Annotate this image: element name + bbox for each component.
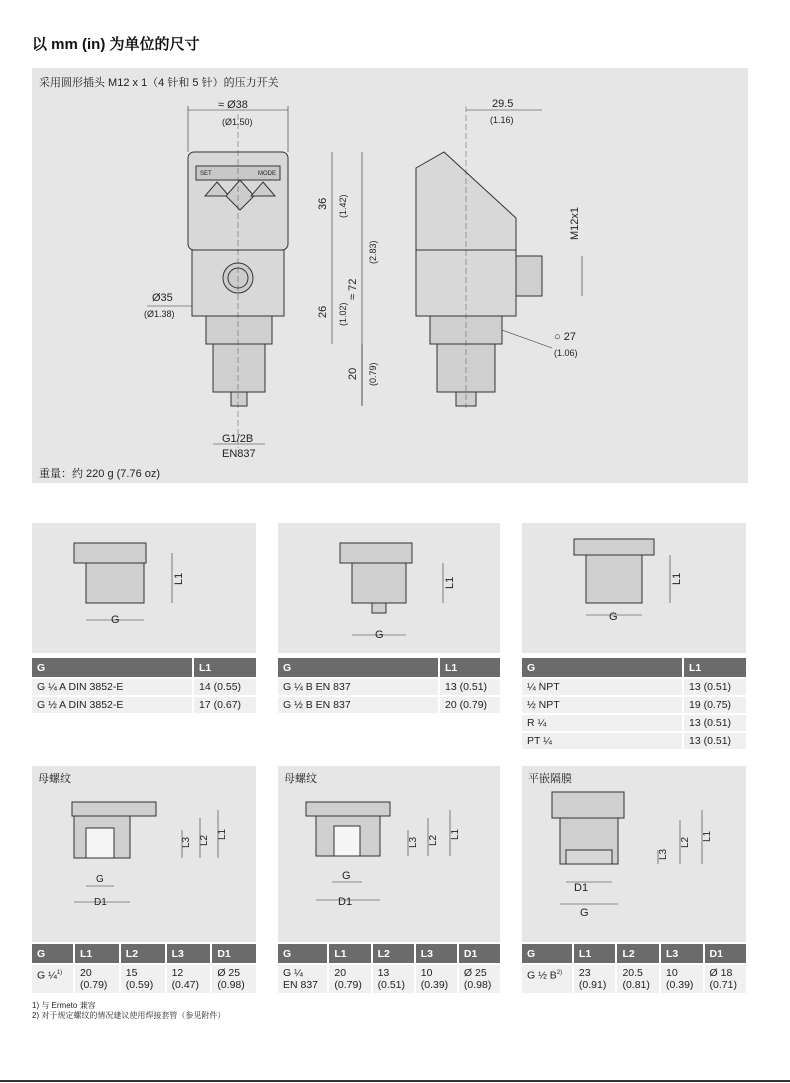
table-row: G ½ $B^{2)}$ 23 (0.91) 20.5 (0.81) 10 (0.39) Ø 18 (0.71) [522, 964, 746, 993]
svg-text:L1: L1 [444, 576, 456, 589]
page-title: 以 mm (in) 为单位的尺寸 [32, 36, 200, 53]
svg-text:L2: L2 [680, 836, 691, 848]
footnote-2: 2) 对于规定螺纹的情况建议使用焊接套管（参见附件） [32, 1011, 226, 1020]
footnote-1: 1) 与 Ermeto 兼容 [32, 1001, 96, 1010]
svg-text:(Ø1.38): (Ø1.38) [144, 309, 175, 319]
table-row: PT ¼ 13 (0.51) [522, 732, 746, 749]
svg-text:(1.16): (1.16) [490, 115, 514, 125]
panel-subtitle: 采用圆形插头 M12 x 1（4 针和 5 针）的压力开关 [39, 77, 279, 89]
process-connection [213, 344, 265, 392]
svg-text:L1: L1 [217, 828, 228, 840]
svg-text:(2.83): (2.83) [368, 240, 378, 264]
svg-text:G: G [580, 907, 589, 919]
spec-table-npt: G L1 ¼ NPT 13 (0.51) ½ NPT 19 (0.75) R ¼ 13 (0.51) PT ¼ 13 (0.51) [522, 658, 746, 749]
drawing-female-thread-2: 母螺纹 G D1 L3 L2 L1 [278, 766, 500, 942]
svg-text:G: G [342, 870, 351, 882]
svg-text:L3: L3 [408, 836, 419, 848]
front-and-side-view-drawing [32, 68, 748, 483]
dim-26: 26 [317, 305, 329, 318]
table-row: G ¼$^{1)}$ 20 (0.79) 15 (0.59) 12 (0.47) Ø 25 (0.98) [32, 964, 256, 993]
svg-text:L2: L2 [199, 834, 210, 846]
drawing-npt [522, 523, 746, 653]
table-row: ¼ NPT 13 (0.51) [522, 678, 746, 696]
drawing-flush-diaphragm: 平嵌隔膜 D1 G L3 L2 L1 [522, 766, 746, 942]
svg-text:D1: D1 [574, 882, 589, 894]
m12-connector-side [516, 256, 542, 296]
table-row: G ¼ A DIN 3852-E 14 (0.55) [32, 678, 256, 696]
svg-text:G: G [96, 874, 104, 885]
drawing-female-thread-1: 母螺纹 G D1 L3 L2 L1 [32, 766, 256, 942]
svg-text:L1: L1 [671, 572, 683, 585]
svg-text:(1.06): (1.06) [554, 348, 578, 358]
svg-text:L1: L1 [173, 572, 185, 585]
table-row: G ½ A DIN 3852-E 17 (0.67) [32, 696, 256, 713]
spec-table-female-thread-2: G L1 L2 L3 D1 G ¼ EN 837 20 (0.79) 13 (0.51) 10 (0.39) Ø 25 (0.98) [278, 944, 500, 993]
spec-table-flush-diaphragm: G L1 L2 L3 D1 G ½ $B^{2)}$ 23 (0.91) 20.5 (0.81) 10 (0.39) Ø 18 (0.71) [522, 944, 746, 993]
svg-text:(1.42): (1.42) [338, 194, 348, 218]
svg-text:L2: L2 [428, 834, 439, 846]
table-row: R ¼ 13 (0.51) [522, 714, 746, 732]
svg-text:SET: SET [200, 171, 212, 177]
drawing-din3852 [32, 523, 256, 653]
weight-label: 重量：约 220 g (7.76 oz) [39, 468, 161, 480]
spec-table-din3852: G L1 G ¼ A DIN 3852-E 14 (0.55) G ½ A DIN 3852-E 17 (0.67) [32, 658, 256, 713]
bottom-rule [0, 1080, 790, 1082]
svg-text:D1: D1 [94, 897, 107, 908]
svg-text:L3: L3 [658, 848, 669, 860]
svg-text:L1: L1 [450, 828, 461, 840]
dim-dia38: ≈ Ø38 [218, 99, 248, 111]
svg-text:G: G [111, 614, 120, 626]
svg-text:MODE: MODE [258, 171, 276, 177]
svg-text:G: G [375, 629, 384, 641]
table-row: G ¼ B EN 837 13 (0.51) [278, 678, 500, 696]
dim-dia35: Ø35 [152, 292, 173, 304]
dim-20: 20 [347, 367, 359, 380]
svg-text:G: G [609, 611, 618, 623]
dim-29-5: 29.5 [492, 98, 514, 110]
svg-text:(0.79): (0.79) [368, 362, 378, 386]
spec-table-female-thread-1: G L1 L2 L3 D1 G ¼$^{1)}$ 20 (0.79) 15 (0.59) 12 (0.47) Ø 25 (0.98) [32, 944, 256, 993]
table-row: G ½ B EN 837 20 (0.79) [278, 696, 500, 713]
svg-text:D1: D1 [338, 896, 353, 908]
svg-text:L3: L3 [181, 836, 192, 848]
svg-text:(1.02): (1.02) [338, 302, 348, 326]
svg-text:EN837: EN837 [222, 448, 256, 460]
svg-text:(Ø1.50): (Ø1.50) [222, 117, 253, 127]
dim-m12: M12x1 [569, 206, 581, 240]
svg-text:L1: L1 [702, 830, 713, 842]
spec-table-en837: G L1 G ¼ B EN 837 13 (0.51) G ½ B EN 837 20 (0.79) [278, 658, 500, 713]
table-row: G ¼ EN 837 20 (0.79) 13 (0.51) 10 (0.39) Ø 25 (0.98) [278, 964, 500, 993]
table-row: ½ NPT 19 (0.75) [522, 696, 746, 714]
dim-hex27: ○ 27 [554, 331, 576, 343]
drawing-en837 [278, 523, 500, 653]
dim-72: ≈ 72 [347, 278, 359, 300]
main-drawing-panel [32, 68, 748, 483]
dim-36: 36 [317, 197, 329, 210]
thread-label: G1/2B [222, 433, 254, 445]
